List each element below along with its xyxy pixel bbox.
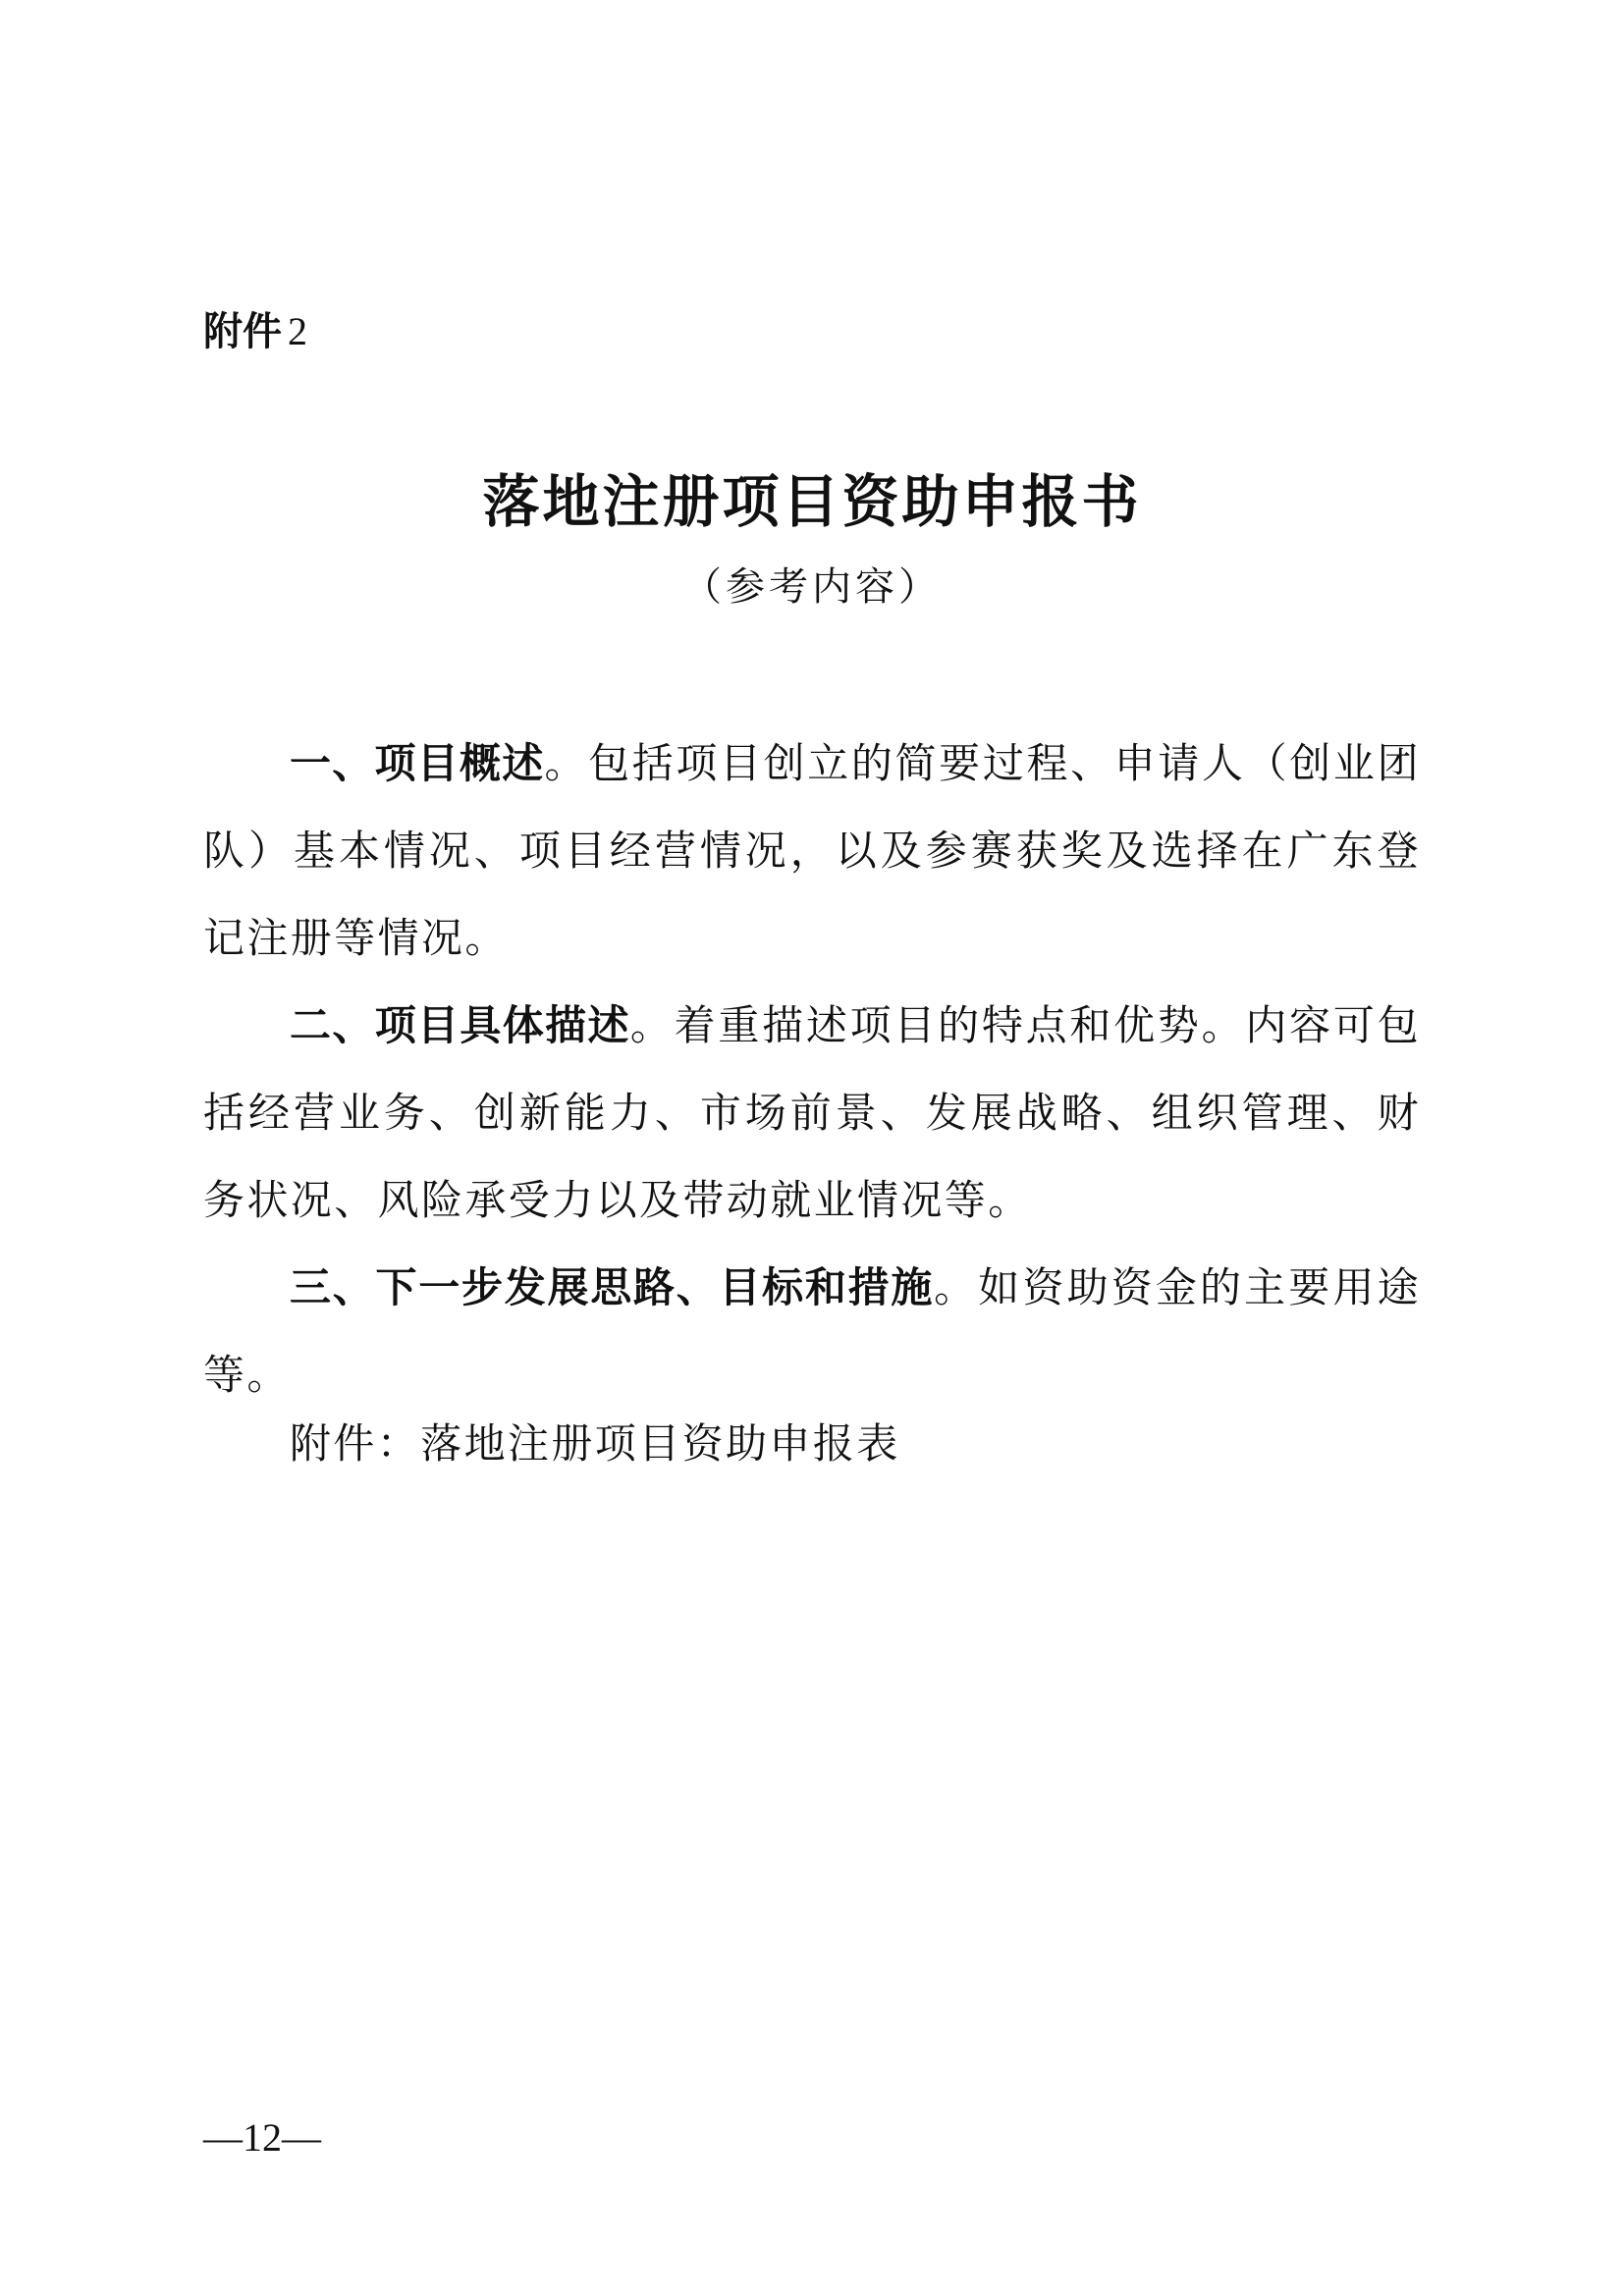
section-body: 。如资助资金的主要用途等。 <box>203 1263 1421 1399</box>
page-number: —12— <box>203 2115 321 2160</box>
section-body: 。着重描述项目的特点和优势。内容可包括经营业务、创新能力、市场前景、发展战略、组织管理、财务状况、风险承受力以及带动就业情况等。 <box>203 1001 1421 1224</box>
document-title: 落地注册项目资助申报书 <box>482 468 1142 535</box>
section-overview <box>203 720 1421 982</box>
section-next-steps <box>203 1244 1421 1418</box>
attachment-label <box>203 302 307 361</box>
section-heading: 一、项目概述 <box>290 739 545 787</box>
annex-reference: 附件：落地注册项目资助申报表 <box>290 1419 900 1468</box>
section-heading: 三、下一步发展思路、目标和措施 <box>290 1263 935 1311</box>
document-subtitle: （参考内容） <box>682 564 942 610</box>
section-heading: 二、项目具体描述 <box>290 1001 630 1049</box>
section-body: 。包括项目创立的简要过程、申请人（创业团队）基本情况、项目经营情况，以及参赛获奖及选择在广东登记注册等情况。 <box>203 739 1421 962</box>
attachment-number: 2 <box>288 309 307 353</box>
attachment-label-text: 附件 <box>203 309 282 354</box>
section-description <box>203 982 1421 1244</box>
